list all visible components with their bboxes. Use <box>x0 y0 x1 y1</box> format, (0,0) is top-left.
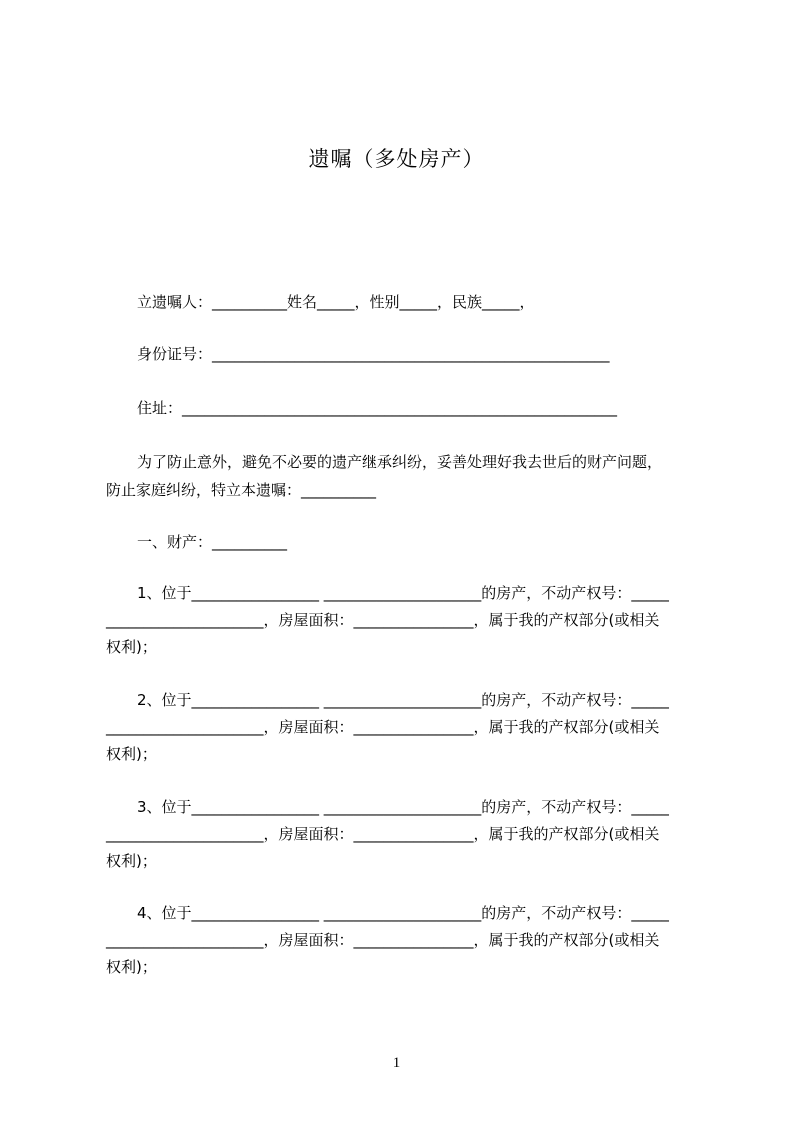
testator-line: 立遗嘱人：__________姓名_____，性别_____，民族_____， <box>137 293 535 311</box>
property-1-line-1: 1、位于_________________ _____________________的房产，不动产权号：_____ <box>137 584 669 602</box>
intro-line-1: 为了防止意外，避免不必要的遗产继承纠纷，妥善处理好我去世后的财产问题， <box>137 453 663 471</box>
property-3-line-1: 3、位于_________________ _____________________的房产，不动产权号：_____ <box>137 798 669 816</box>
property-1-line-2: _____________________，房屋面积：________________，属于我的产权部分(或相关 <box>106 611 660 629</box>
property-2-line-1: 2、位于_________________ _____________________的房产，不动产权号：_____ <box>137 691 669 709</box>
id-number-line: 身份证号：_____________________________________________________ <box>137 345 610 363</box>
property-3-line-2: _____________________，房屋面积：________________，属于我的产权部分(或相关 <box>106 825 660 843</box>
property-1-line-3: 权利)； <box>106 638 157 656</box>
section-1-heading: 一、财产：__________ <box>137 533 288 551</box>
property-2-line-2: _____________________，房屋面积：________________，属于我的产权部分(或相关 <box>106 718 660 736</box>
property-3-line-3: 权利)； <box>106 852 157 870</box>
property-4-line-2: _____________________，房屋面积：________________，属于我的产权部分(或相关 <box>106 931 660 949</box>
address-line: 住址：__________________________________________________________ <box>137 399 618 417</box>
property-4-line-1: 4、位于_________________ _____________________的房产，不动产权号：_____ <box>137 904 669 922</box>
property-2-line-3: 权利)； <box>106 745 157 763</box>
document-title: 遗嘱（多处房产） <box>308 147 485 171</box>
property-4-line-3: 权利)； <box>106 958 157 976</box>
page-number: 1 <box>392 1055 401 1071</box>
intro-line-2: 防止家庭纠纷，特立本遗嘱：__________ <box>106 481 377 499</box>
